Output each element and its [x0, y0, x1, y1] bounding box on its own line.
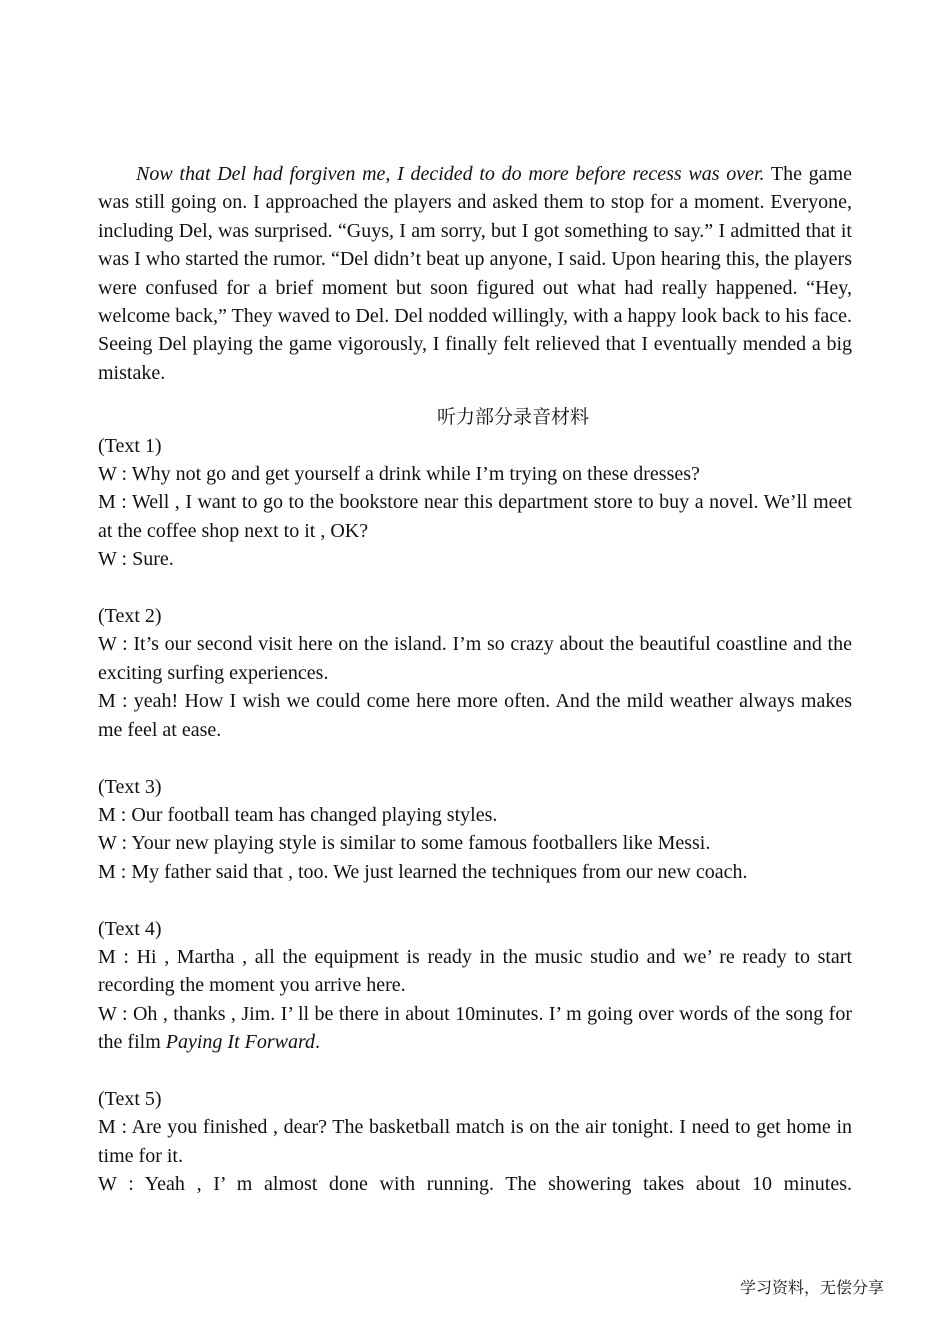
text-4	[98, 915, 852, 1057]
essay-italic-sentence: Now that Del had forgiven me, I decided to do more before recess was over.	[136, 163, 765, 185]
dialogue-line: W : It’s our second visit here on the island. I’m so crazy about the beautiful coastline and the exciting surfing experiences.	[98, 633, 852, 684]
dialogue-line: M : My father said that , too. We just learned the techniques from our new coach.	[98, 860, 748, 883]
dialogue-line: M : Hi , Martha , all the equipment is ready in the music studio and we’ re ready to start recording the moment you arrive here.	[98, 945, 852, 997]
text-label: (Text 5)	[98, 1087, 162, 1110]
text-5	[98, 1085, 852, 1199]
essay-paragraph	[98, 160, 852, 387]
film-title: Paying It Forward	[165, 1031, 316, 1054]
text-3	[98, 773, 852, 887]
essay-body: The game was still going on. I approached the players and asked them to stop for a moment. Everyone, including Del, was surprised. “Guys, I am sorry, but I got something to say.” I admitted that it was I who started the rumor. “Del didn’t beat up anyone, I said. Upon hearing this, the players were confused for a brief moment but soon figured out what had really happened. “Hey, welcome back,” They waved to Del. Del nodded willingly, with a happy look back to his face. Seeing Del playing the game vigorously, I finally felt relieved that I eventually mended a big mistake.	[98, 163, 852, 384]
dialogue-end: .	[315, 1031, 321, 1054]
dialogue-line: M : Our football team has changed playing styles.	[98, 803, 498, 826]
text-label: (Text 2)	[98, 605, 162, 628]
text-label: (Text 1)	[98, 434, 162, 457]
dialogue-line: W : Yeah , I’ m almost done with running. The showering takes about 10 minutes.	[98, 1173, 852, 1196]
section-title: 听力部分录音材料	[436, 406, 589, 429]
dialogue-line: W : Sure.	[98, 548, 174, 571]
dialogue-line	[98, 1000, 852, 1057]
dialogue-text: W : Oh , thanks , Jim. I’ ll be there in about 10minutes. I’ m going over words of the song for the film	[98, 1002, 852, 1054]
dialogue-line: M : Are you finished , dear? The basketball match is on the air tonight. I need to get home in time for it.	[98, 1116, 852, 1167]
dialogue-line: W : Your new playing style is similar to some famous footballers like Messi.	[98, 832, 711, 855]
text-2	[98, 602, 852, 744]
dialogue-line: M : Well , I want to go to the bookstore near this department store to buy a novel. We’ll meet at the coffee shop next to it , OK?	[98, 491, 852, 542]
text-1	[98, 432, 852, 574]
dialogue-line: M : yeah! How I wish we could come here more often. And the mild weather always makes me feel at ease.	[98, 690, 852, 741]
document-page	[98, 160, 852, 1199]
dialogue-line: W : Why not go and get yourself a drink while I’m trying on these dresses?	[98, 463, 700, 486]
text-label: (Text 3)	[98, 775, 162, 798]
text-label: (Text 4)	[98, 917, 162, 940]
footer-note: 学习资料，无偿分享	[739, 1278, 884, 1297]
